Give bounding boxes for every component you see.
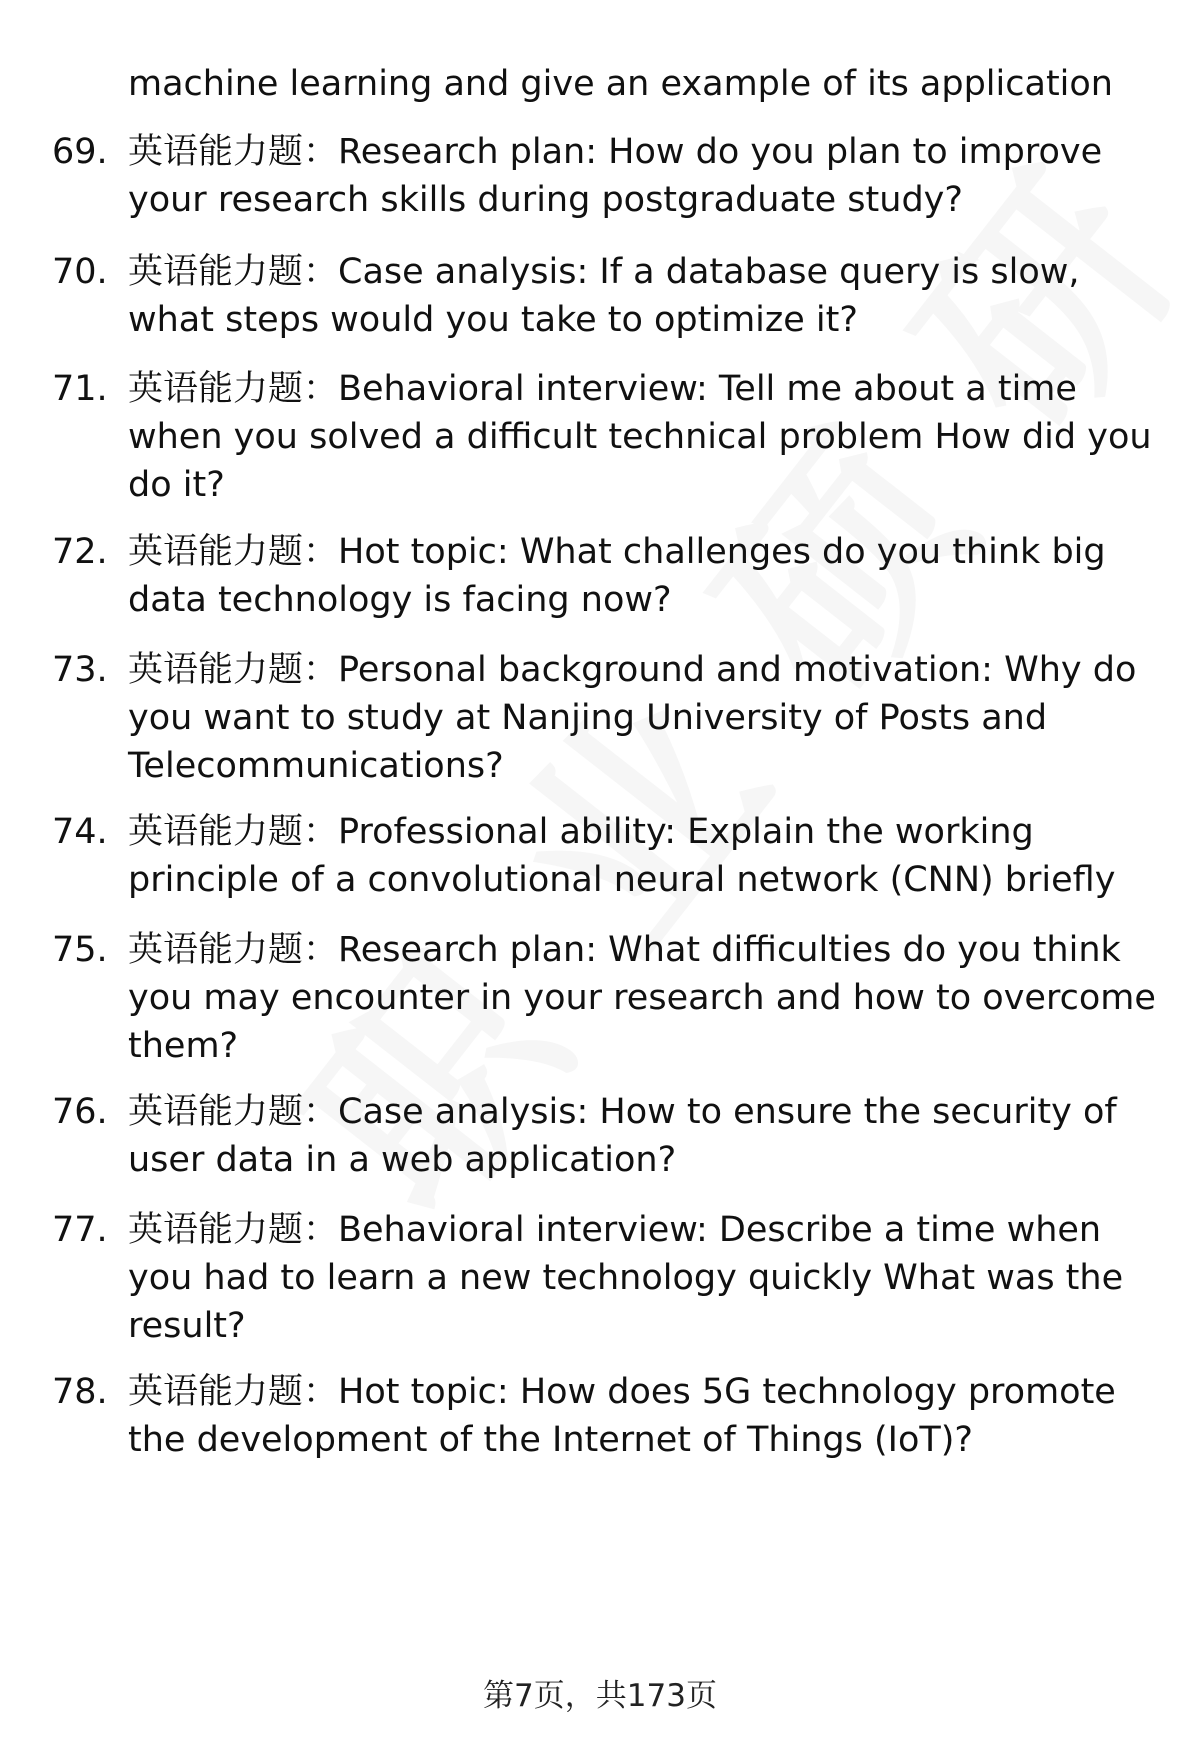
question-text: 英语能力题：Case analysis: How to ensure the security of user data in a web application? (128, 1092, 1117, 1180)
question-number: 71. (52, 369, 108, 409)
question-text: 英语能力题：Case analysis: If a database query is slow, what steps would you take to optimize it? (128, 252, 1080, 340)
question-text: 英语能力题：Behavioral interview: Describe a time when you had to learn a new technology quickly What was the result? (128, 1210, 1124, 1346)
question-text: 英语能力题：Research plan: How do you plan to improve your research skills during postgraduate study? (128, 132, 1103, 220)
question-number: 78. (52, 1372, 108, 1412)
question-text: 英语能力题：Hot topic: How does 5G technology promote the development of the Internet of Things (IoT)? (128, 1372, 1116, 1460)
continuation-text: machine learning and give an example of its application (128, 64, 1113, 104)
question-number: 72. (52, 532, 108, 572)
question-number: 76. (52, 1092, 108, 1132)
question-number: 75. (52, 930, 108, 970)
question-number: 70. (52, 252, 108, 292)
question-text: 英语能力题：Hot topic: What challenges do you think big data technology is facing now? (128, 532, 1106, 620)
question-text: 英语能力题：Personal background and motivation: Why do you want to study at Nanjing University of Posts and Telecommunications? (128, 650, 1137, 786)
question-text: 英语能力题：Behavioral interview: Tell me about a time when you solved a difficult technical problem How did you do it? (128, 369, 1152, 505)
question-number: 69. (52, 132, 108, 172)
question-number: 74. (52, 812, 108, 852)
page-footer: 第7页，共173页 (483, 1678, 717, 1714)
question-text: 英语能力题：Research plan: What difficulties do you think you may encounter in your research and how to overcome them? (128, 930, 1156, 1066)
question-number: 77. (52, 1210, 108, 1250)
question-text: 英语能力题：Professional ability: Explain the working principle of a convolutional neural network (CNN) briefly (128, 812, 1116, 900)
question-number: 73. (52, 650, 108, 690)
